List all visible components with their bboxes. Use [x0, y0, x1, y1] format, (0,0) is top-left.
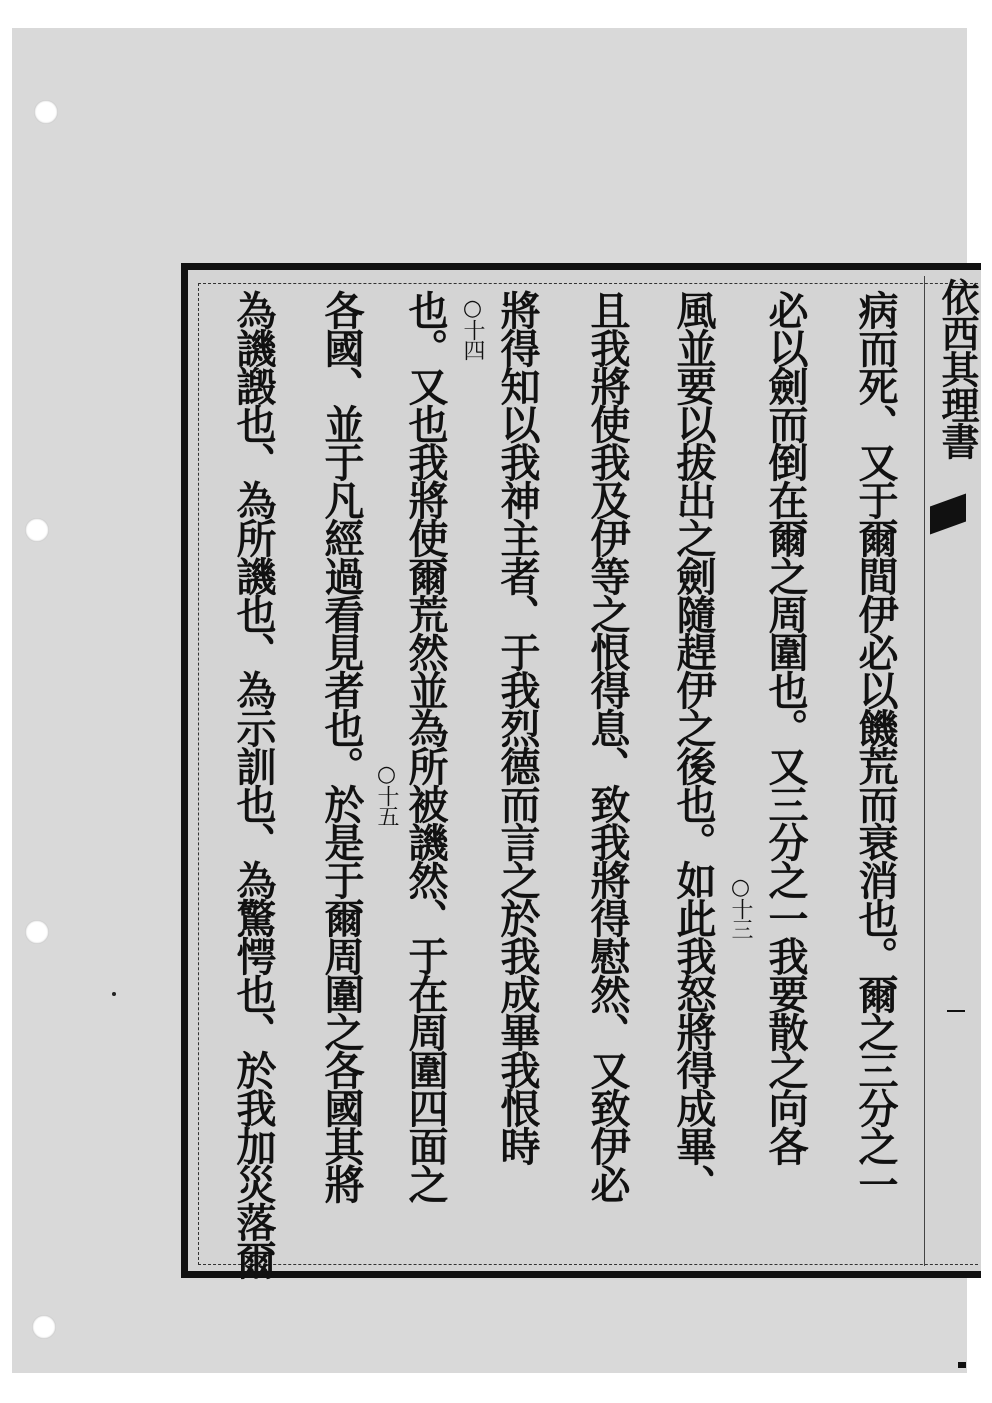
text-column-3: 風並要以拔出之劍隨趕伊之後也。如此我怒將得成畢、 [670, 290, 717, 1202]
text-column-2: 必以劍而倒在爾之周圍也。又三分之一我要散之向各 [762, 290, 809, 1164]
text-column-4: 且我將使我及伊等之恨得息、致我將得慰然、又致伊必 [584, 290, 631, 1202]
text-column-7: 各國、並于凡經過看見者也。於是于爾周圍之各國其將 [318, 290, 365, 1202]
page-tick [947, 1010, 965, 1012]
text-column-8: 為譏譭也、為所譏也、為示訓也、為驚愕也、於我加災落爾 [230, 290, 277, 1278]
page-header: 依西其理書 [935, 278, 980, 458]
punch-hole-2 [25, 518, 49, 542]
punch-hole-3 [25, 920, 49, 944]
stray-dot [112, 992, 116, 996]
punch-hole-1 [34, 100, 58, 124]
text-column-6: 也。又也我將使爾荒然並為所被譏然、于在周圍四面之 [402, 290, 449, 1202]
text-column-1: 病而死、又于爾間伊必以饑荒而衰消也。爾之三分之一 [852, 290, 899, 1202]
text-column-5: 將得知以我神主者、于我烈德而言之於我成畢我恨時 [494, 290, 541, 1164]
punch-hole-4 [32, 1315, 56, 1339]
margin-note-1: ○十三 [728, 875, 753, 938]
margin-note-3: ○十五 [374, 762, 399, 825]
corner-mark [958, 1362, 966, 1368]
margin-note-2: ○十四 [460, 296, 485, 359]
